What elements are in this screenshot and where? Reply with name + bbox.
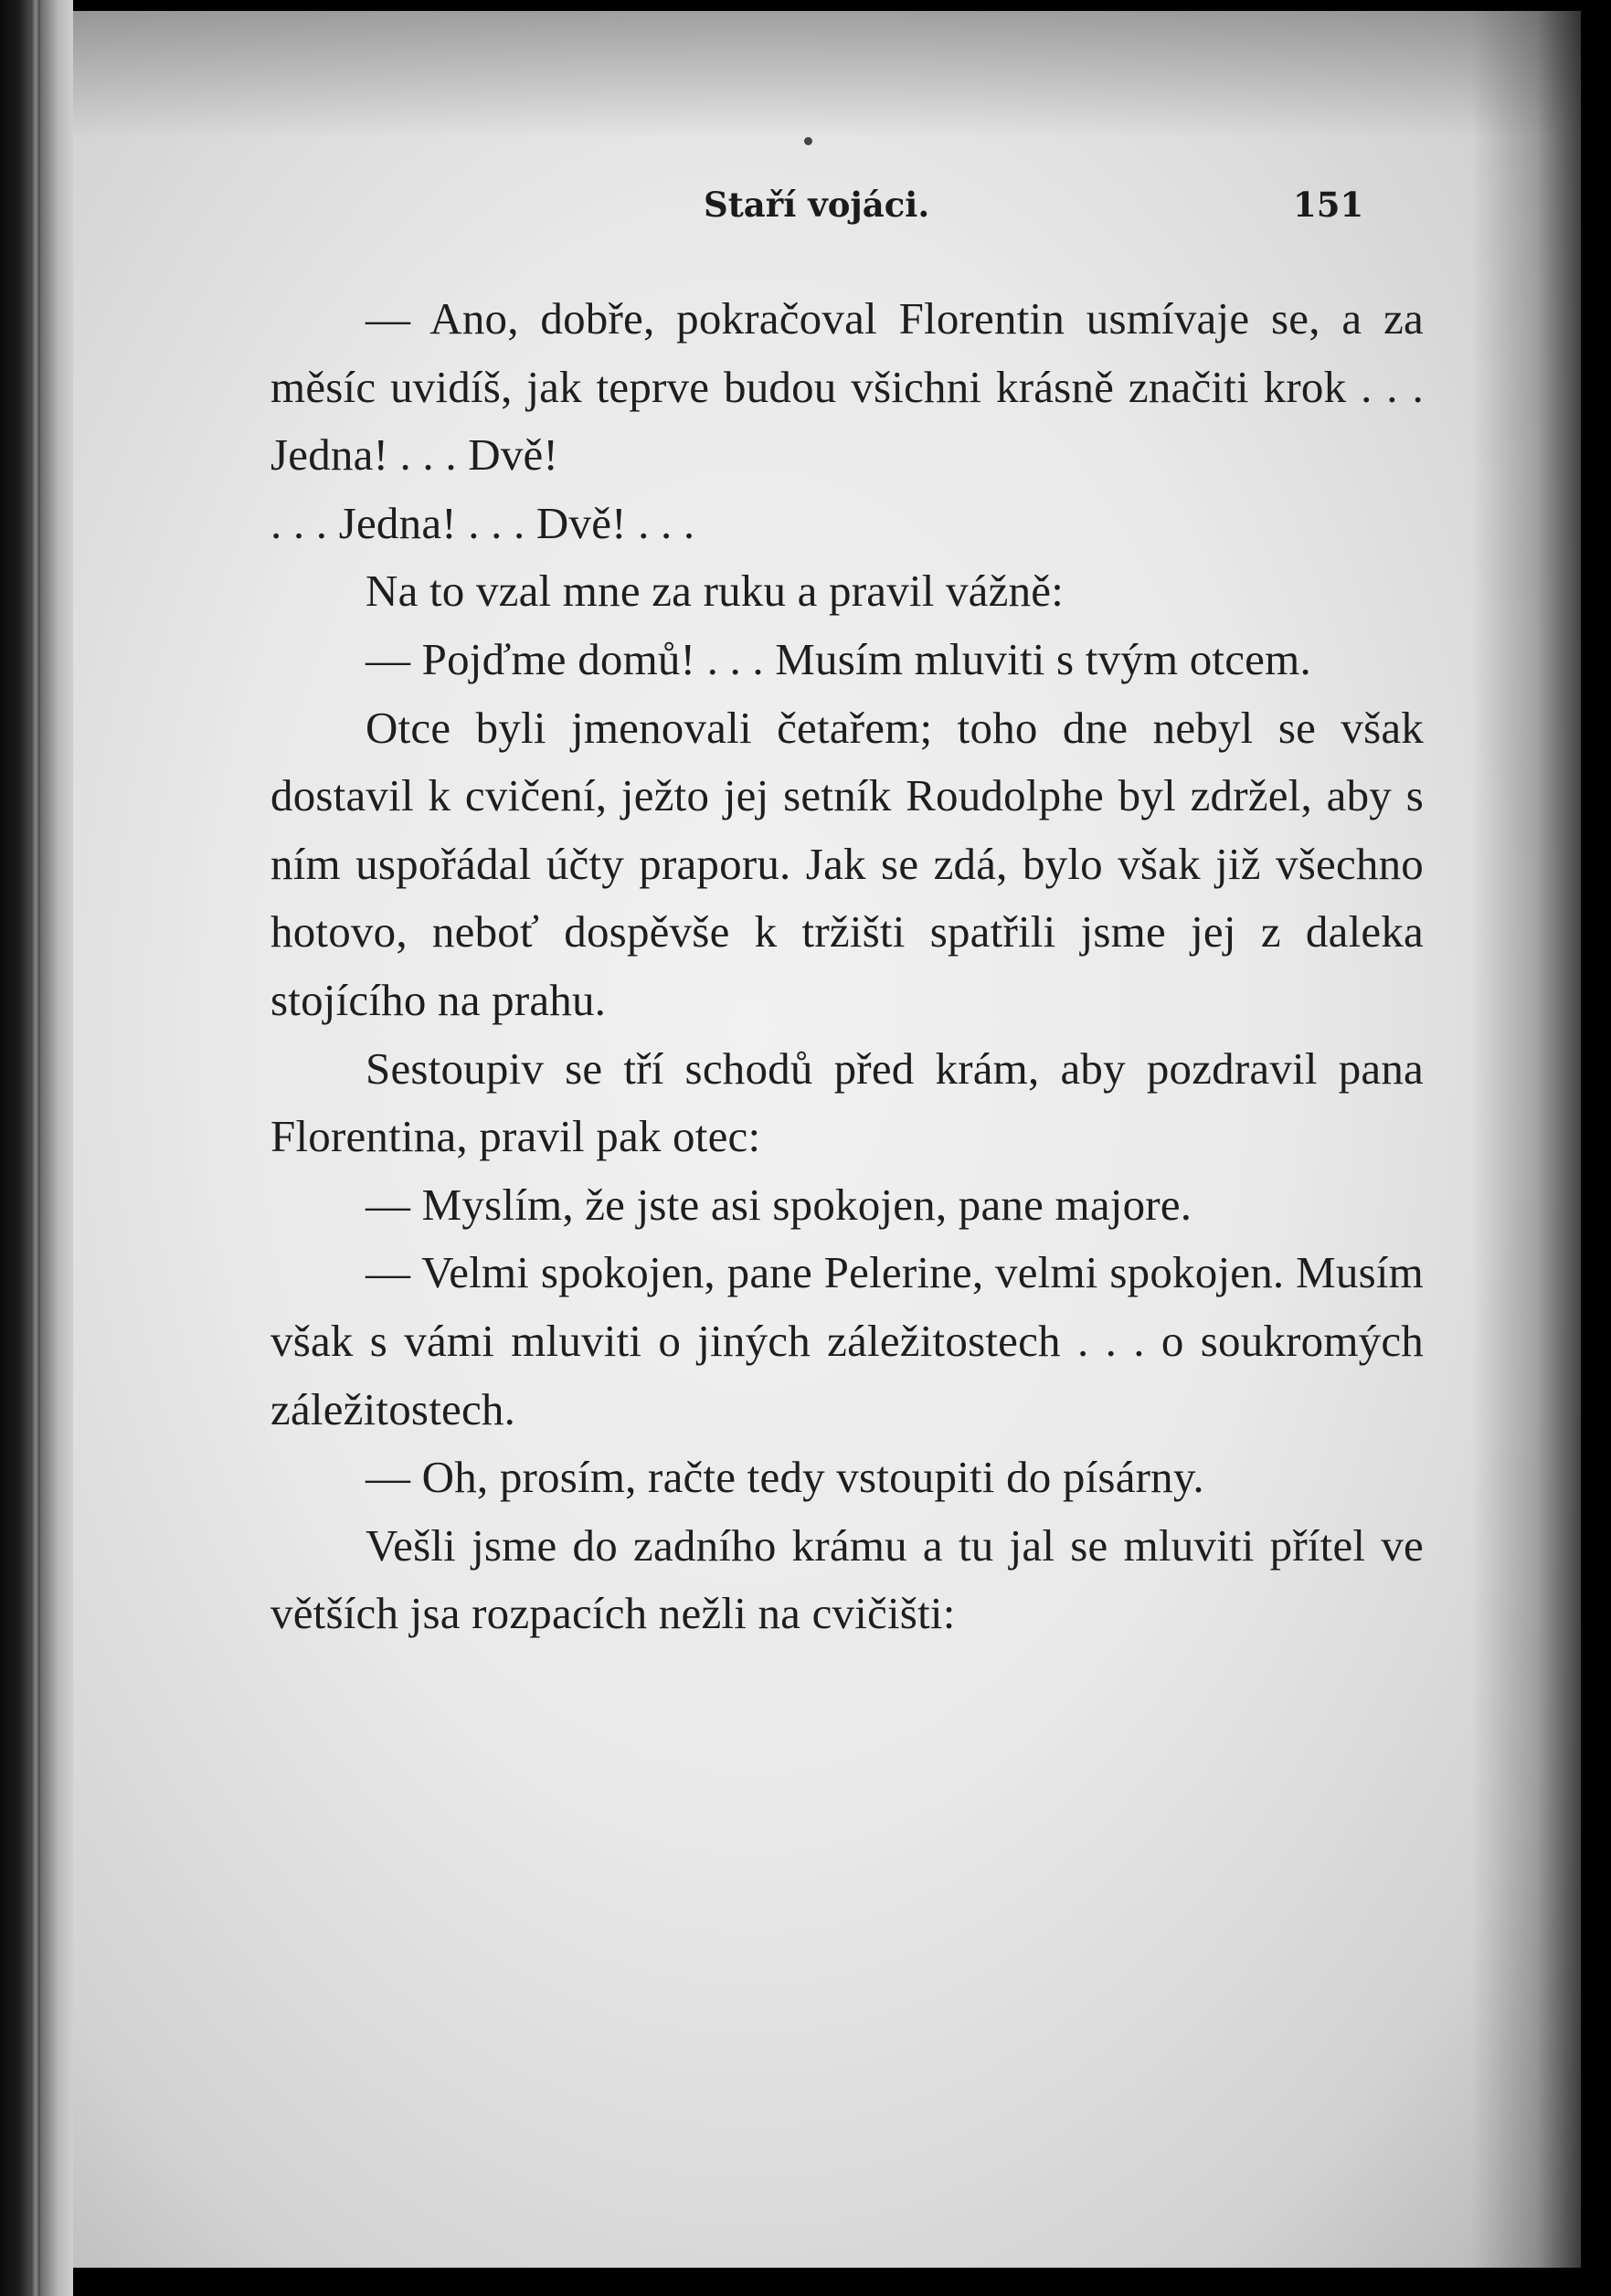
paragraph: — Pojďme domů! . . . Musím mluviti s tvým otcem. [366, 633, 1311, 684]
paragraph: Vešli jsme do zadního krámu a tu jal se mluviti přítel ve větších jsa rozpacích nežli na cvičišti: [270, 1519, 1424, 1639]
print-speck [804, 137, 812, 145]
page-sheet [73, 11, 1581, 2268]
page-fold-shadow [31, 0, 40, 2296]
paragraph: . . . Jedna! . . . Dvě! . . . [270, 497, 695, 548]
paragraph: — Velmi spokojen, pane Pelerine, velmi spokojen. Musím však s vámi mluviti o jiných záležitostech . . . o soukromých záležitostech. [270, 1247, 1424, 1434]
running-title: Staří vojáci. [704, 185, 930, 225]
book-binding-edge [0, 0, 73, 2296]
paragraph: Sestoupiv se tří schodů před krám, aby pozdravil pana Florentina, pravil pak otec: [270, 1042, 1424, 1162]
running-head [73, 185, 1581, 239]
body-text [270, 285, 1424, 1648]
paragraph: — Myslím, že jste asi spokojen, pane majore. [366, 1179, 1192, 1230]
paragraph: Otce byli jmenovali četařem; toho dne nebyl se však dostavil k cvičení, ježto jej setník Roudolphe byl zdržel, aby s ním uspořádal účty praporu. Jak se zdá, bylo však již všechno hotovo, neboť dospěvše k tržišti spatřili jsme jej z daleka stojícího na prahu. [270, 702, 1424, 1025]
paragraph: — Ano, dobře, pokračoval Florentin usmívaje se, a za měsíc uvidíš, jak teprve budou všichni krásně značiti krok . . . Jedna! . . . Dvě! [270, 293, 1424, 481]
paragraph: — Oh, prosím, račte tedy vstoupiti do písárny. [366, 1452, 1204, 1503]
paragraph: Na to vzal mne za ruku a pravil vážně: [366, 566, 1065, 617]
page-number: 151 [1293, 185, 1364, 225]
